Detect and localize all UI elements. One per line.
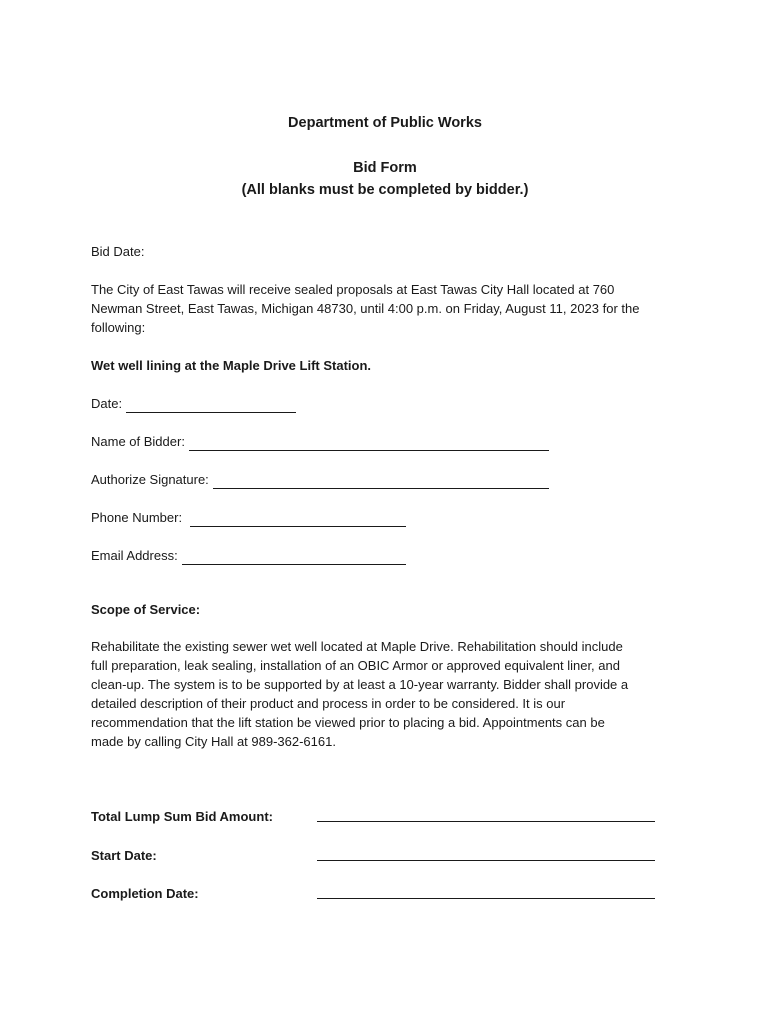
email-field[interactable] xyxy=(91,546,406,565)
scope-line: clean-up. The system is to be supported by at least a 10-year warranty. Bidder shall provide a xyxy=(91,677,629,692)
phone-field[interactable] xyxy=(91,508,406,527)
signature-field[interactable] xyxy=(91,470,549,489)
bidder-name-label: Name of Bidder: xyxy=(91,434,185,449)
intro-line: Newman Street, East Tawas, Michigan 48730, until 4:00 p.m. on Friday, August 11, 2023 for the xyxy=(91,301,640,316)
bid-date-label: Bid Date: xyxy=(91,244,145,259)
completion-date-label: Completion Date: xyxy=(91,886,199,901)
scope-line: full preparation, leak sealing, installation of an OBIC Armor or approved equivalent liner, and xyxy=(91,658,620,673)
scope-line: recommendation that the lift station be viewed prior to placing a bid. Appointments can be xyxy=(91,715,605,730)
intro-paragraph xyxy=(91,280,691,337)
start-date-blank[interactable] xyxy=(317,860,655,861)
email-label: Email Address: xyxy=(91,548,178,563)
scope-line: Rehabilitate the existing sewer wet well located at Maple Drive. Rehabilitation should include xyxy=(91,639,623,654)
project-title: Wet well lining at the Maple Drive Lift Station. xyxy=(91,358,372,373)
start-date-label: Start Date: xyxy=(91,848,157,863)
scope-heading: Scope of Service: xyxy=(91,602,201,617)
department-title: Department of Public Works xyxy=(288,115,482,131)
form-instruction: (All blanks must be completed by bidder.) xyxy=(241,182,529,198)
signature-label: Authorize Signature: xyxy=(91,472,209,487)
scope-paragraph xyxy=(91,637,691,751)
total-lump-sum-blank[interactable] xyxy=(317,821,655,822)
date-label: Date: xyxy=(91,396,123,411)
form-title: Bid Form xyxy=(353,160,417,176)
intro-line: The City of East Tawas will receive sealed proposals at East Tawas City Hall located at 760 xyxy=(91,282,615,297)
phone-blank[interactable] xyxy=(190,512,406,527)
scope-line: detailed description of their product and process in order to be considered. It is our xyxy=(91,696,566,711)
intro-line: following: xyxy=(91,320,146,335)
phone-label: Phone Number: xyxy=(91,510,183,525)
completion-date-blank[interactable] xyxy=(317,898,655,899)
bidder-name-blank[interactable] xyxy=(189,436,549,451)
date-blank[interactable] xyxy=(126,398,296,413)
signature-blank[interactable] xyxy=(213,474,549,489)
bidder-name-field[interactable] xyxy=(91,432,549,451)
email-blank[interactable] xyxy=(182,550,406,565)
scope-line: made by calling City Hall at 989-362-6161. xyxy=(91,734,336,749)
total-lump-sum-label: Total Lump Sum Bid Amount: xyxy=(91,809,273,824)
date-field[interactable] xyxy=(91,394,296,413)
